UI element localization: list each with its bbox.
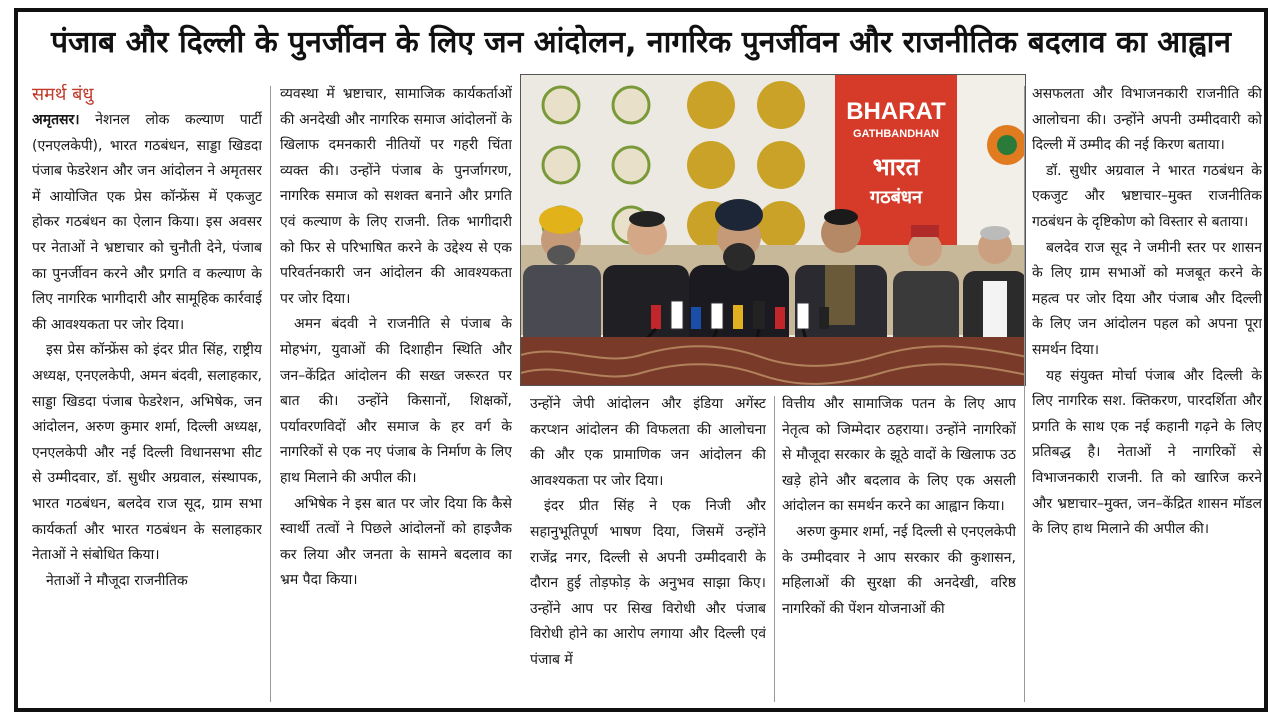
banner-text: GATHBANDHAN bbox=[853, 128, 939, 140]
column-2 bbox=[280, 82, 512, 708]
byline: समर्थ बंधु bbox=[32, 84, 94, 105]
paragraph: इस प्रेस कॉन्फ्रेंस को इंदर प्रीत सिंह, राष्ट्रीय अध्यक्ष, एनएलकेपी, अमन बंदवी, सलाहकार, साड्डा खिडदा पंजाब फेडरेशन, अभिषेक, जन आंदोलन, अरुण कुमार शर्मा, दिल्ली अध्यक्ष, एनएलकेपी और नई दिल्ली विधानसभा सीट से उम्मीदवार, डॉ. सुधीर अग्रवाल, संस्थापक, भारत गठबंधन, बलदेव राज सूद, ग्राम सभा कार्यकर्ता और भारत गठबंधन के सलाहकार नेताओं ने संबोधित किया। bbox=[32, 342, 262, 564]
column-4 bbox=[782, 392, 1016, 708]
press-conference-photo bbox=[520, 74, 1026, 386]
banner-text: BHARAT bbox=[846, 98, 946, 125]
paragraph: यह संयुक्त मोर्चा पंजाब और दिल्ली के लिए नागरिक सश. क्तिकरण, पारदर्शिता और प्रगति के साथ एक नई कहानी गढ़ने के लिए प्रतिबद्ध है। नेताओं ने नागरिकों से विभाजनकारी राजनी. ति को खारिज करने और भ्रष्टाचार–मुक्त, जन–केंद्रित शासन मॉडल के लिए हाथ मिलाने की अपील की। bbox=[1032, 367, 1262, 538]
paragraph: डॉ. सुधीर अग्रवाल ने भारत गठबंधन के एकजुट और भ्रष्टाचार–मुक्त राजनीतिक गठबंधन के दृष्टिकोण को विस्तार से बताया। bbox=[1032, 162, 1262, 230]
paragraph: अमन बंदवी ने राजनीति से पंजाब के मोहभंग, युवाओं की दिशाहीन स्थिति और जन–केंद्रित आंदोलन की सख्त जरूरत पर बात की। उन्होंने किसानों, शिक्षकों, पर्यावरणविदों और समाज के हर वर्ग के नागरिकों से एक नए पंजाब के निर्माण के लिए हाथ मिलाने की अपील की। bbox=[280, 316, 512, 486]
column-3 bbox=[530, 392, 766, 708]
paragraph-text: नेशनल लोक कल्याण पार्टी (एनएलकेपी), भारत गठबंधन, साड्डा खिडदा पंजाब फेडरेशन और जन आंदोलन ने अमृतसर में आयोजित एक प्रेस कॉन्फ्रेंस में एकजुट होकर गठबंधन का ऐलान किया। इस अवसर पर नेताओं ने भ्रष्टाचार को चुनौती देने, पंजाब का पुनर्जीवन करने और प्रगति व कल्याण के लिए नागरिक भागीदारी और सामूहिक कार्रवाई की आवश्यकता पर जोर दिया। bbox=[32, 112, 262, 333]
headline: पंजाब और दिल्ली के पुनर्जीवन के लिए जन आंदोलन, नागरिक पुनर्जीवन और राजनीतिक बदलाव का आह्वान bbox=[50, 25, 1232, 60]
paragraph: असफलता और विभाजनकारी राजनीति की आलोचना की। उन्होंने अपनी उम्मीदवारी को दिल्ली में उम्मीद की नई किरण बताया। bbox=[1032, 86, 1262, 154]
paragraph: व्यवस्था में भ्रष्टाचार, सामाजिक कार्यकर्ताओं की अनदेखी और नागरिक समाज आंदोलनों के खिलाफ दमनकारी नीतियों पर गहरी चिंता व्यक्त की। उन्होंने पंजाब के पुनर्जागरण, नागरिक समाज को सशक्त बनाने और प्रगति एवं कल्याण के लिए राजनी. तिक भागीदारी को फिर से परिभाषित करने के उद्देश्य से एक परिवर्तनकारी जन आंदोलन की आवश्यकता पर जोर दिया। bbox=[280, 86, 512, 307]
dateline: अमृतसर। bbox=[32, 112, 80, 128]
paragraph: नेताओं ने मौजूदा राजनीतिक bbox=[46, 572, 188, 589]
newspaper-clipping bbox=[14, 8, 1268, 712]
banner-text: भारत bbox=[872, 153, 920, 181]
paragraph: वित्तीय और सामाजिक पतन के लिए आप नेतृत्व को जिम्मेदार ठहराया। उन्होंने नागरिकों से मौजूदा सरकार के झूठे वादों के खिलाफ उठ खड़े होने और बदलाव के लिए एक असली आंदोलन का समर्थन करने का आह्वान किया। bbox=[782, 396, 1016, 515]
column-5 bbox=[1032, 82, 1262, 708]
column-rule bbox=[774, 396, 775, 702]
paragraph: इंदर प्रीत सिंह ने एक निजी और सहानुभूतिपूर्ण भाषण दिया, जिसमें उन्होंने राजेंद्र नगर, दिल्ली से अपनी उम्मीदवारी के दौरान हुई तोड़फोड़ के अनुभव साझा किए। उन्होंने आप पर सिख विरोधी और पंजाब विरोधी होने का आरोप लगाया और दिल्ली एवं पंजाब में bbox=[530, 498, 766, 668]
column-1 bbox=[32, 108, 262, 708]
banner-text: गठबंधन bbox=[870, 187, 922, 208]
paragraph: उन्होंने जेपी आंदोलन और इंडिया अगेंस्ट करप्शन आंदोलन की विफलता की आलोचना की और एक प्रामाणिक जन आंदोलन की आवश्यकता पर जोर दिया। bbox=[530, 396, 766, 489]
column-rule bbox=[1024, 86, 1025, 702]
paragraph bbox=[32, 108, 262, 338]
paragraph: बलदेव राज सूद ने जमीनी स्तर पर शासन के लिए ग्राम सभाओं को मजबूत करने के महत्व पर जोर दिया और पंजाब और दिल्ली के लिए जन आंदोलन पहल को अपना पूरा समर्थन दिया। bbox=[1032, 239, 1262, 358]
paragraph: अभिषेक ने इस बात पर जोर दिया कि कैसे स्वार्थी तत्वों ने पिछले आंदोलनों को हाइजैक कर लिया और जनता के सामने बदलाव का भ्रम पैदा किया। bbox=[280, 495, 512, 589]
paragraph: अरुण कुमार शर्मा, नई दिल्ली से एनएलकेपी के उम्मीदवार ने आप सरकार की कुशासन, महिलाओं की सुरक्षा की अनदेखी, वरिष्ठ नागरिकों की पेंशन योजनाओं की bbox=[782, 523, 1016, 617]
column-rule bbox=[270, 86, 271, 702]
